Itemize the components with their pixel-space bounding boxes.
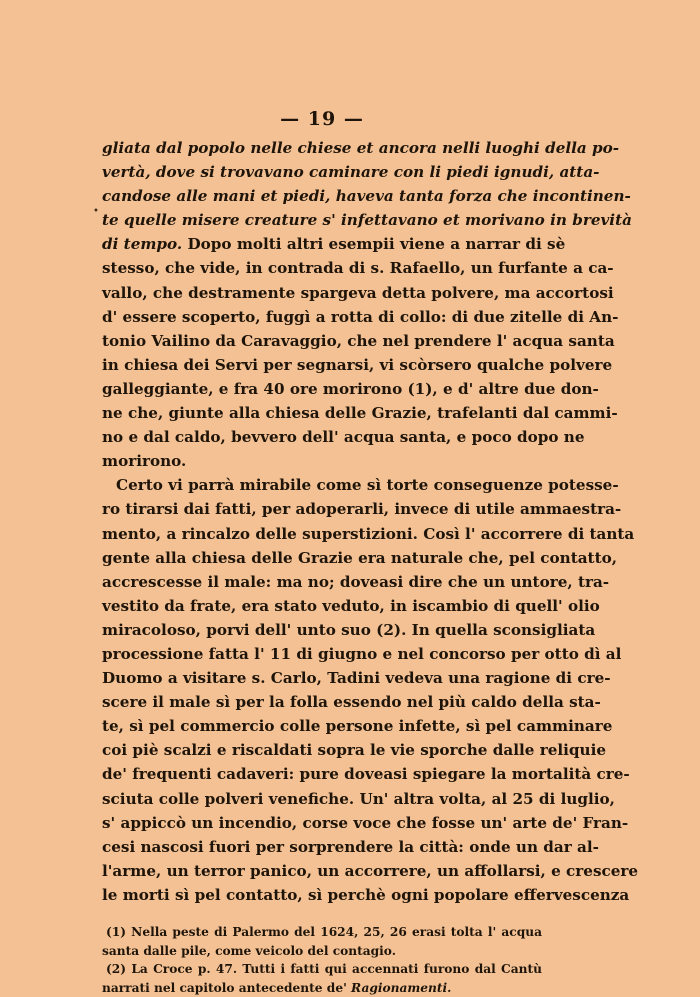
text-line: mento, a rincalzo delle superstizioni. Così l' accorrere di tanta [102,522,542,546]
paragraph-1 [102,136,542,473]
text-run: narrati nel capitolo antecedente de' [102,981,351,995]
page-number: — 19 — [102,108,542,130]
text-run: stesso, che vide, in contrada di s. Rafaello, un furfante a ca- [102,259,614,277]
text-line: accrescesse il male: ma no; doveasi dire che un untore, tra- [102,570,542,594]
text-line: cesi nascosi fuori per sorprendere la città: onde un dar al- [102,835,542,859]
text-line [102,208,542,232]
text-run: vertà, dove si trovavano caminare con li piedi ignudi, atta- [102,163,599,181]
text-run: morirono. [102,452,186,470]
text-line [102,232,542,256]
text-run: galleggiante, e fra 40 ore morirono (1), e d' altre due don- [102,380,599,398]
text-line [102,136,542,160]
text-line [102,184,542,208]
footnote-2 [102,960,542,997]
margin-dot-mark: • [93,206,99,217]
text-line: Duomo a visitare s. Carlo, Tadini vedeva una ragione di cre- [102,666,542,690]
text-run: gliata dal popolo nelle chiese et ancora nelli luoghi della po- [102,139,619,157]
text-line [102,401,542,425]
text-line: sciuta colle polveri venefiche. Un' altra volta, al 25 di luglio, [102,787,542,811]
text-line [102,449,542,473]
text-run: tonio Vailino da Caravaggio, che nel prendere l' acqua santa [102,332,615,350]
footnote-line: (1) Nella peste di Palermo del 1624, 25, 26 erasi tolta l' acqua [102,923,542,942]
book-page [102,108,542,997]
footnotes [102,923,542,997]
text-run: Dopo molti altri esempii viene a narrar di sè [182,235,565,253]
text-run: (2) La Croce p. 47. Tutti i fatti qui accennati furono dal Cantù [106,962,542,976]
text-line: s' appiccò un incendio, corse voce che fosse un' arte de' Fran- [102,811,542,835]
text-line: le morti sì pel contatto, sì perchè ogni popolare effervescenza [102,883,542,907]
text-run: te quelle misere creature s' infettavano et morivano in brevità [102,211,632,229]
text-line: te, sì pel commercio colle persone infette, sì pel camminare [102,714,542,738]
text-line: scere il male sì per la folla essendo nel più caldo della sta- [102,690,542,714]
text-run: no e dal caldo, bevvero dell' acqua santa, e poco dopo ne [102,428,584,446]
text-line: miracoloso, porvi dell' unto suo (2). In quella sconsigliata [102,618,542,642]
text-run: d' essere scoperto, fuggì a rotta di collo: di due zitelle di An- [102,308,618,326]
text-line: l'arme, un terror panico, un accorrere, un affollarsi, e crescere [102,859,542,883]
text-line [102,329,542,353]
footnote-line [102,979,542,997]
footnote-line [102,960,542,979]
text-line: coi piè scalzi e riscaldati sopra le vie sporche dalle reliquie [102,738,542,762]
text-line: gente alla chiesa delle Grazie era naturale che, pel contatto, [102,546,542,570]
text-run: in chiesa dei Servi per segnarsi, vi scòrsero qualche polvere [102,356,612,374]
text-line [102,281,542,305]
text-line [102,305,542,329]
text-run: candose alle mani et piedi, haveva tanta forza che incontinen- [102,187,631,205]
footnote-line: santa dalle pile, come veicolo del contagio. [102,942,542,961]
text-line [102,353,542,377]
text-line [102,256,542,280]
text-run: ne che, giunte alla chiesa delle Grazie, trafelanti dal cammi- [102,404,618,422]
text-run: vallo, che destramente spargeva detta polvere, ma accortosi [102,284,614,302]
text-line [102,425,542,449]
text-line [102,377,542,401]
text-line: vestito da frate, era stato veduto, in iscambio di quell' olio [102,594,542,618]
text-line: ro tirarsi dai fatti, per adoperarli, invece di utile ammaestra- [102,497,542,521]
paragraph-2 [102,473,542,907]
text-line: de' frequenti cadaveri: pure doveasi spiegare la mortalità cre- [102,762,542,786]
text-line: Certo vi parrà mirabile come sì torte conseguenze potesse- [102,473,542,497]
text-line [102,160,542,184]
text-run: di tempo. [102,235,182,253]
text-line: processione fatta l' 11 di giugno e nel concorso per otto dì al [102,642,542,666]
main-text [102,136,542,907]
footnote-1 [102,923,542,960]
text-run: Ragionamenti. [351,981,451,995]
